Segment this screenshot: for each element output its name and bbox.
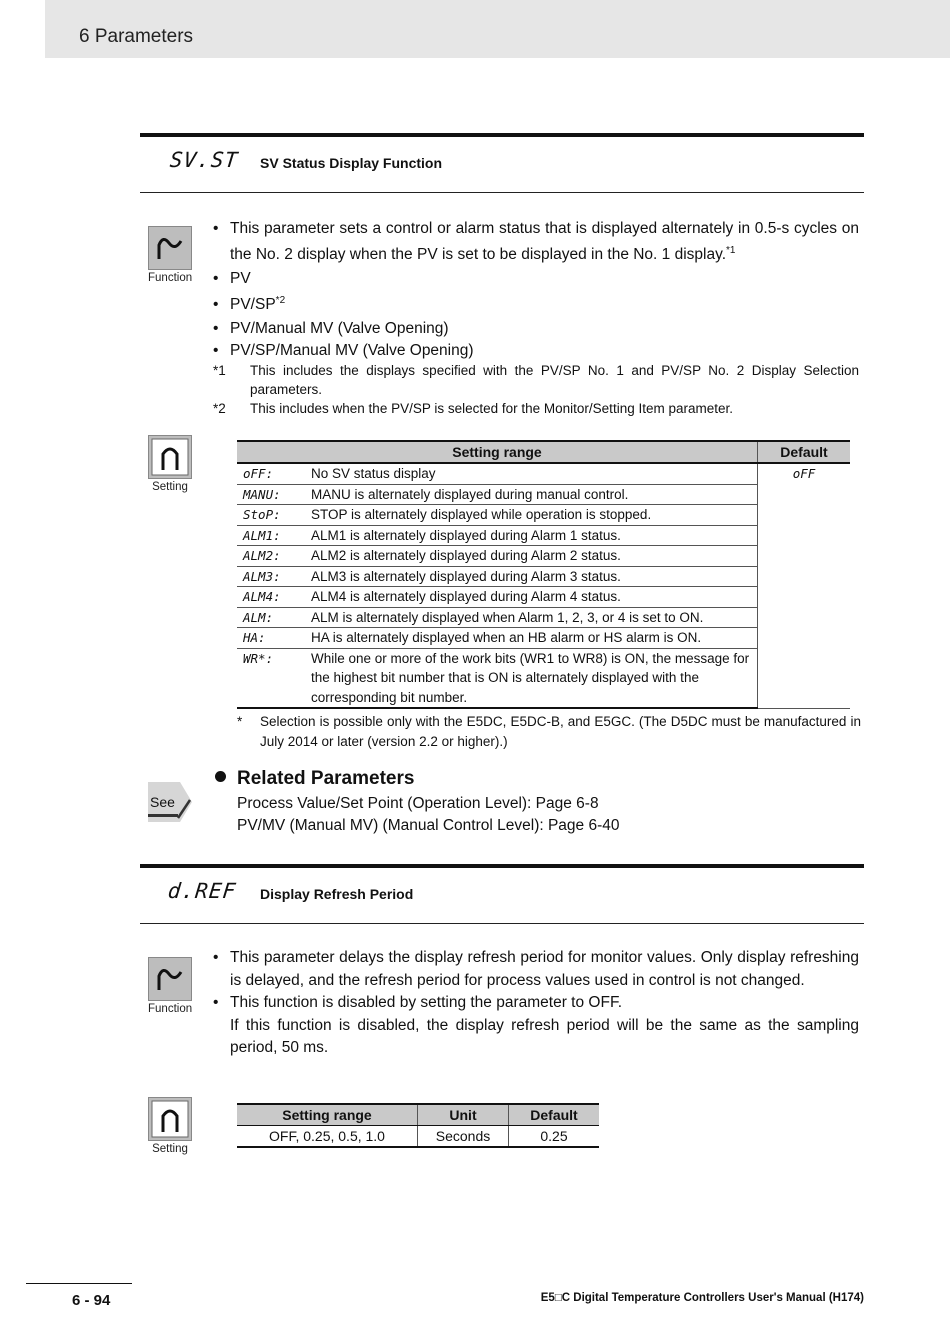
related-parameters [215, 768, 620, 837]
default-value: oFF [758, 463, 851, 708]
parameter-code-dref: d.REF [166, 879, 238, 903]
parameter-code-svst: SV.ST [168, 148, 240, 172]
function-label: Function [148, 1003, 193, 1015]
section-sub-rule [140, 192, 864, 193]
table-row: ALM1: ALM1 is alternately displayed during Alarm 1 status. [237, 525, 850, 546]
table-row: ALM3: ALM3 is alternately displayed during Alarm 3 status. [237, 566, 850, 587]
table-row: ALM2: ALM2 is alternately displayed during Alarm 2 status. [237, 546, 850, 567]
section-top-rule [140, 133, 864, 137]
table-row: MANU: MANU is alternately displayed during manual control. [237, 484, 850, 505]
table-row: WR*: While one or more of the work bits (WR1 to WR8) is ON, the message for the highest bit number that is ON is alternately displayed with the corresponding bit number. [237, 648, 850, 708]
table-header-setting-range: Setting range [237, 441, 758, 463]
page-header [45, 0, 950, 58]
table-row: OFF, 0.25, 0.5, 1.0 Seconds 0.25 [237, 1126, 599, 1148]
table-footnote: * Selection is possible only with the E5DC, E5DC-B, and E5GC. (The D5DC must be manufactured in July 2014 or later (version 2.2 or higher).) [237, 714, 861, 749]
list-item: • This parameter delays the display refresh period for monitor values. Only display refreshing is delayed, and the refresh period for process values used in control is not changed. [213, 947, 859, 992]
dref-setting-table [237, 1103, 599, 1148]
function-label: Function [148, 272, 193, 284]
parameter-title-dref: Display Refresh Period [260, 886, 414, 902]
table-header-default: Default [758, 441, 851, 463]
table-row: ALM4: ALM4 is alternately displayed during Alarm 4 status. [237, 587, 850, 608]
section-title: 6 Parameters [79, 26, 194, 47]
see-icon [148, 778, 194, 831]
list-item: • PV/SP/Manual MV (Valve Opening) [213, 340, 859, 363]
table-header: Default [509, 1104, 600, 1126]
list-item-continuation: If this function is disabled, the display refresh period will be the same as the sampling period, 50 ms. [230, 1016, 859, 1056]
table-row: StoP: STOP is alternately displayed while operation is stopped. [237, 505, 850, 526]
list-item: • This parameter sets a control or alarm status that is displayed alternately in 0.5-s cycles on the No. 2 display when the PV is set to be displayed in the No. 1 display.$^{*1}$ [213, 216, 859, 268]
footnote: *1 This includes the displays specified with the PV/SP No. 1 and PV/SP No. 2 Display Selection parameters. [213, 363, 859, 397]
footer-rule [26, 1283, 132, 1284]
related-link[interactable]: Process Value/Set Point (Operation Level): Page 6-8 [237, 795, 599, 812]
dref-bullet-list [213, 947, 859, 1060]
svst-bullet-list [213, 216, 859, 363]
section-sub-rule [140, 923, 864, 924]
table-row: HA: HA is alternately displayed when an HB alarm or HS alarm is ON. [237, 628, 850, 649]
related-link[interactable]: PV/MV (Manual MV) (Manual Control Level): Page 6-40 [237, 817, 620, 834]
svst-footnotes [213, 361, 859, 418]
function-icon [148, 226, 192, 284]
manual-title: E5□C Digital Temperature Controllers User's Manual (H174) [540, 1292, 864, 1304]
parameter-title-svst: SV Status Display Function [260, 155, 443, 171]
setting-label: Setting [152, 481, 188, 493]
table-header: Unit [418, 1104, 509, 1126]
list-item: • PV/Manual MV (Valve Opening) [213, 318, 859, 341]
table-row: oFF: No SV status display oFF [237, 463, 850, 484]
setting-icon [148, 1097, 192, 1155]
list-item: • This function is disabled by setting the parameter to OFF. [213, 992, 859, 1015]
section-top-rule [140, 864, 864, 868]
page-number: 6 - 94 [72, 1292, 111, 1309]
svst-setting-table [237, 440, 850, 709]
table-header: Setting range [237, 1104, 418, 1126]
table-row: ALM: ALM is alternately displayed when Alarm 1, 2, 3, or 4 is set to ON. [237, 607, 850, 628]
setting-label: Setting [152, 1143, 188, 1155]
function-icon [148, 957, 192, 1015]
setting-icon [148, 435, 192, 493]
see-label: See [150, 794, 175, 810]
related-heading: Related Parameters [215, 768, 620, 790]
footnote: *2 This includes when the PV/SP is selected for the Monitor/Setting Item parameter. [213, 401, 733, 416]
list-item: • PV [213, 268, 859, 291]
list-item: • PV/SP$^{*2}$ [213, 291, 859, 318]
